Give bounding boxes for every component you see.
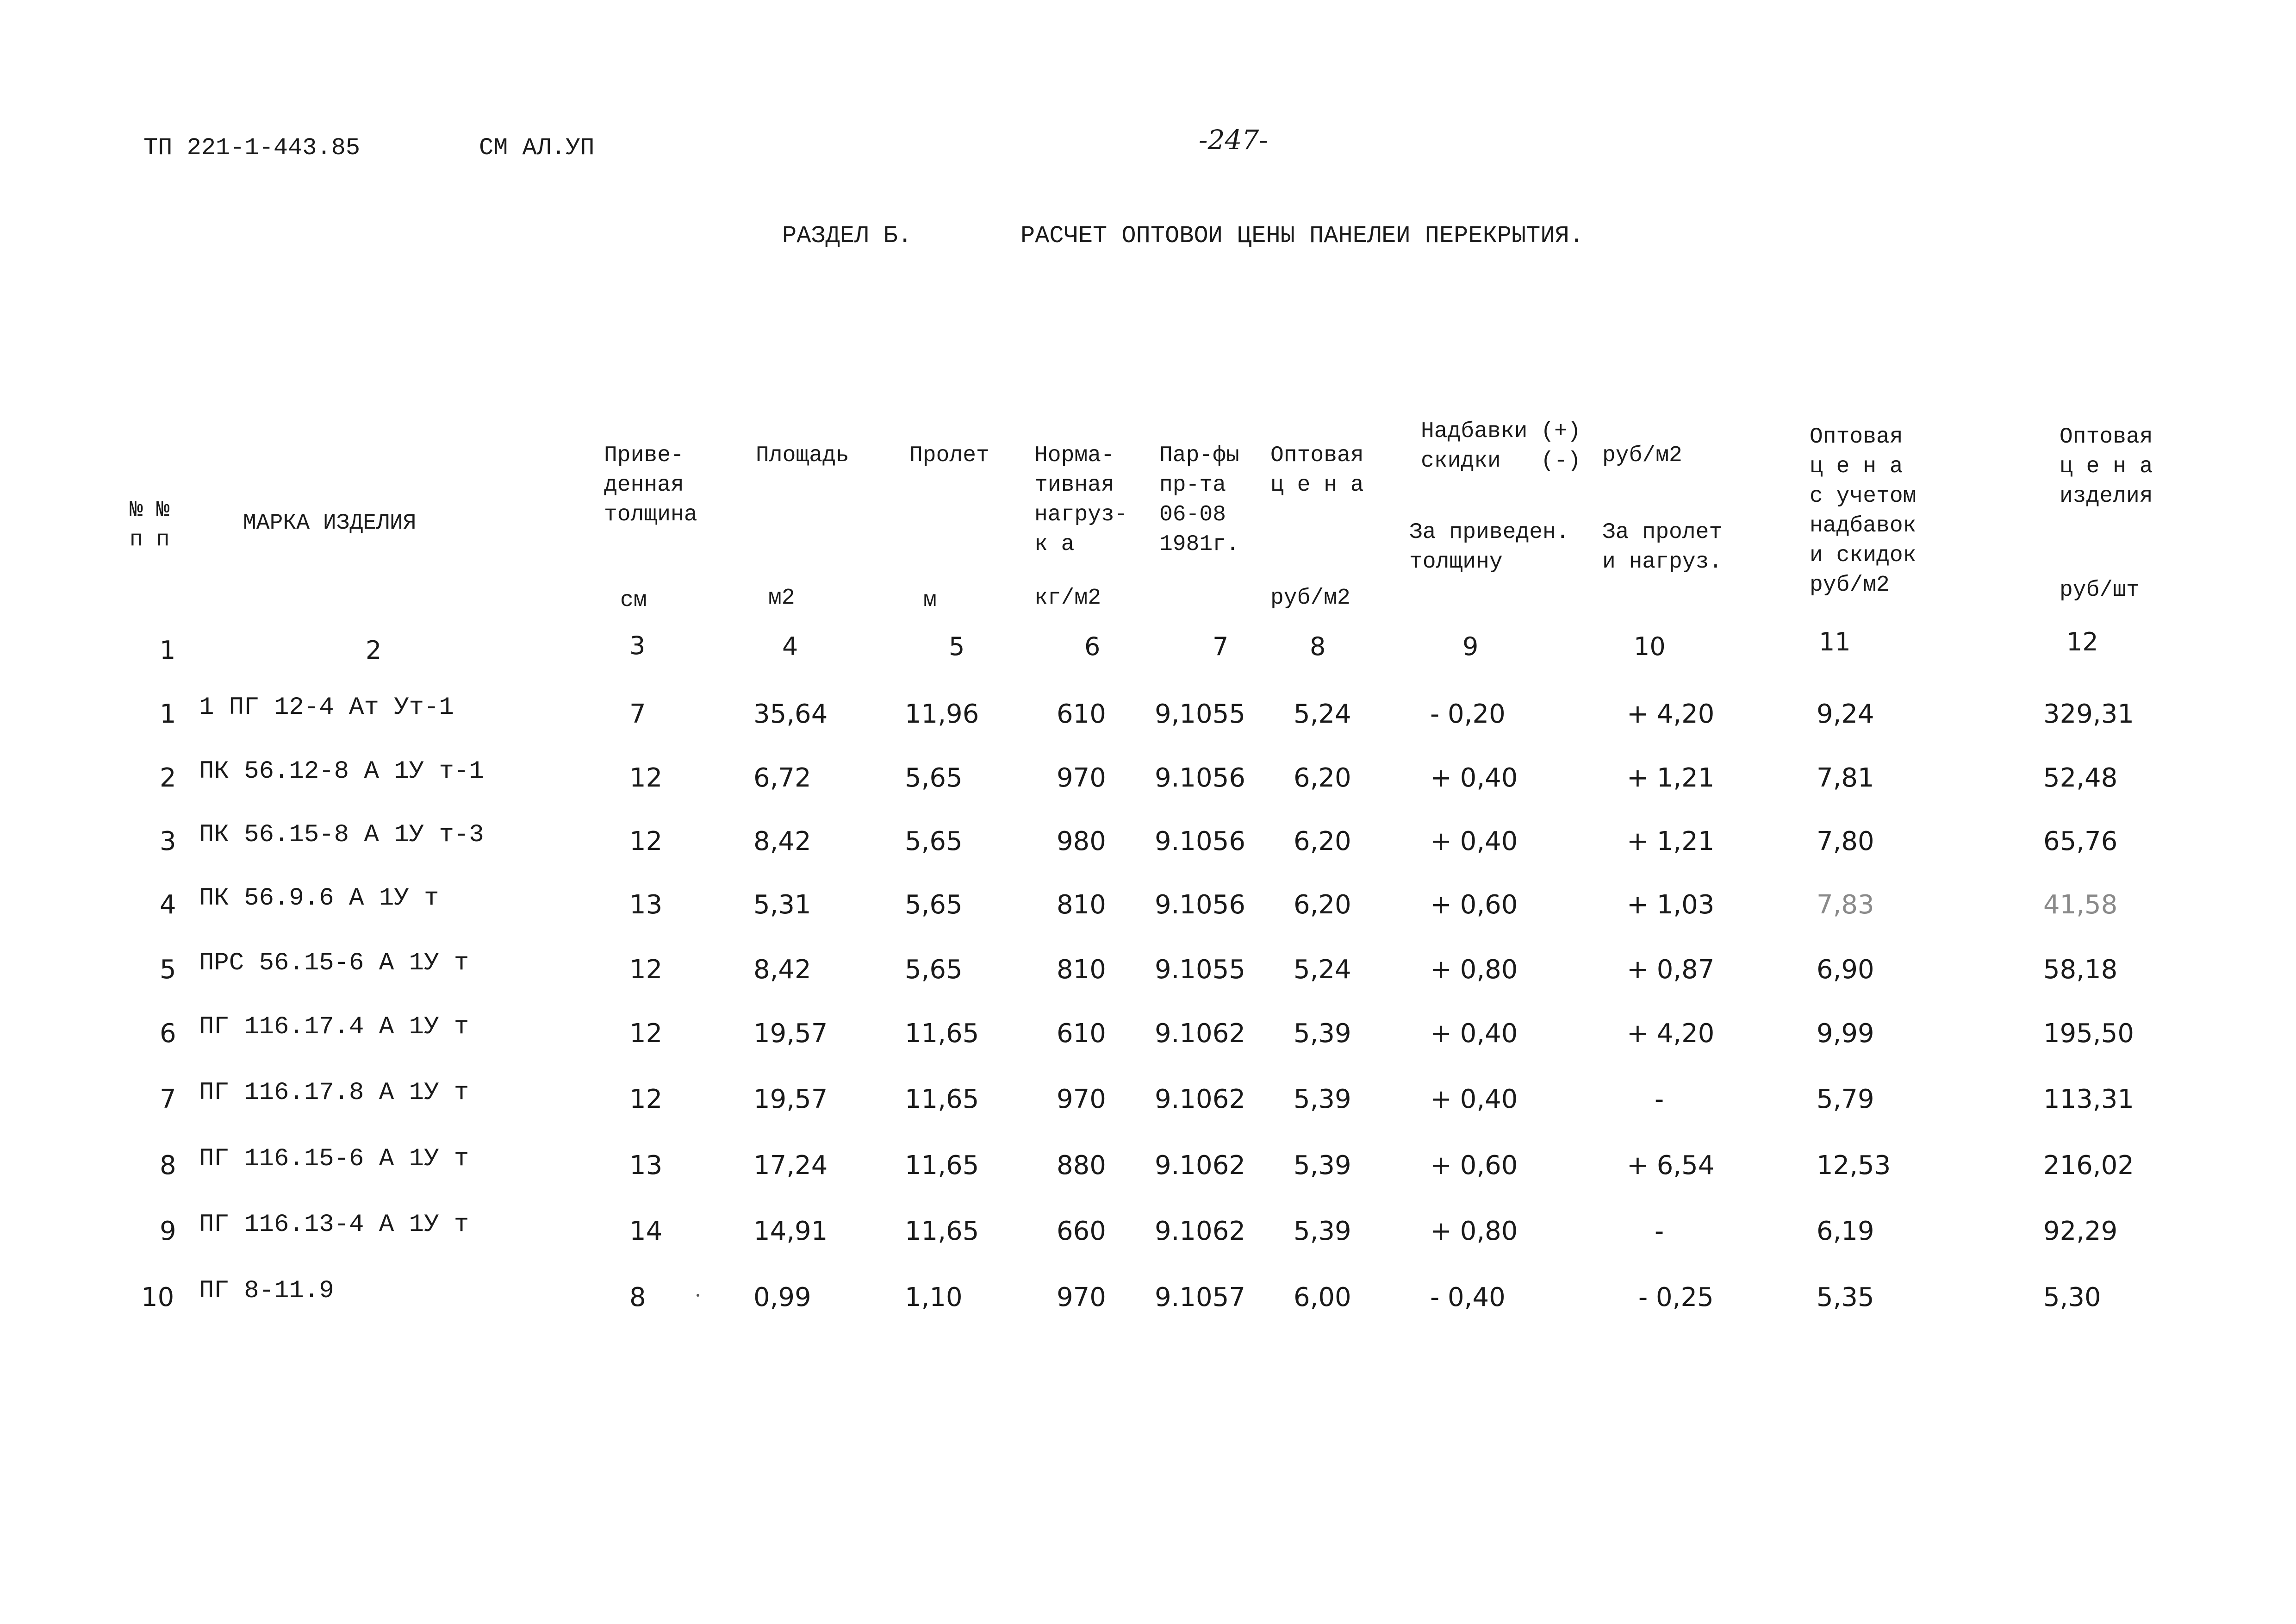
column-number: 3	[629, 631, 646, 660]
price-list-para-cell: 9.1062	[1155, 1150, 1245, 1181]
wholesale-price-cell: 5,24	[1294, 699, 1351, 729]
thickness-cell: 13	[629, 890, 663, 920]
load-cell: 880	[1057, 1150, 1106, 1181]
adjusted-price-cell: 12,53	[1817, 1150, 1891, 1181]
adjusted-price-cell: 5,79	[1817, 1084, 1874, 1114]
adjusted-price-cell: 5,35	[1817, 1282, 1874, 1312]
area-cell: 17,24	[753, 1150, 828, 1181]
wholesale-price-cell: 5,39	[1294, 1216, 1351, 1246]
thickness-cell: 12	[629, 1018, 663, 1049]
wholesale-price-cell: 5,24	[1294, 955, 1351, 985]
load-cell: 980	[1057, 826, 1106, 856]
row-number: 9	[160, 1216, 176, 1246]
row-number: 1	[160, 699, 176, 729]
area-cell: 8,42	[753, 826, 811, 856]
header-load: Норма- тивная нагруз- к а	[1034, 443, 1128, 557]
load-cell: 610	[1057, 699, 1106, 729]
adjusted-price-cell: 7,80	[1817, 826, 1874, 856]
load-cell: 810	[1057, 955, 1106, 985]
surcharge-thickness-cell: - 0,40	[1430, 1282, 1506, 1312]
product-mark: ПК 56.9.6 А 1У т	[199, 884, 439, 912]
document-code: ТП 221-1-443.85	[143, 134, 361, 162]
surcharge-span-load-cell: + 1,21	[1627, 826, 1715, 856]
column-number: 8	[1310, 632, 1326, 661]
header-product-price-unit: руб/шт	[2060, 578, 2140, 603]
adjusted-price-cell: 6,90	[1817, 955, 1874, 985]
surcharge-span-load-cell: + 1,21	[1627, 763, 1715, 793]
surcharge-thickness-cell: + 0,80	[1430, 955, 1518, 985]
surcharge-thickness-cell: + 0,40	[1430, 826, 1518, 856]
header-surcharges-group: Надбавки (+) скидки (-)	[1421, 419, 1581, 474]
span-cell: 11,96	[905, 699, 979, 729]
row-number: 6	[160, 1018, 176, 1049]
price-list-para-cell: 9.1056	[1155, 763, 1245, 793]
product-mark: ПГ 116.15-6 А 1У т	[199, 1145, 469, 1173]
price-list-para-cell: 9.1062	[1155, 1084, 1245, 1114]
column-number: 5	[949, 632, 965, 661]
surcharge-span-load-cell: -	[1655, 1216, 1664, 1246]
scan-speck	[697, 1294, 699, 1297]
row-number: 5	[160, 955, 176, 985]
surcharge-span-load-cell: -	[1655, 1084, 1664, 1114]
area-cell: 6,72	[753, 763, 811, 793]
album-code: СМ АЛ.УП	[479, 134, 595, 162]
header-surcharge-span-load: За пролет и нагруз.	[1602, 520, 1723, 575]
product-price-cell: 58,18	[2043, 955, 2118, 985]
load-cell: 970	[1057, 1282, 1106, 1312]
product-mark: ПК 56.12-8 А 1У т-1	[199, 757, 484, 786]
header-thickness-unit: см	[620, 588, 647, 613]
row-number: 10	[141, 1282, 174, 1312]
price-list-para-cell: 9.1057	[1155, 1282, 1245, 1312]
thickness-cell: 12	[629, 955, 663, 985]
product-price-cell: 92,29	[2043, 1216, 2118, 1246]
row-number: 3	[160, 826, 176, 856]
price-list-para-cell: 9.1062	[1155, 1216, 1245, 1246]
product-mark: ПГ 116.17.4 А 1У т	[199, 1013, 469, 1041]
product-mark: ПГ 116.13-4 А 1У т	[199, 1211, 469, 1239]
header-product-price: Оптовая ц е н а изделия	[2060, 425, 2153, 509]
thickness-cell: 8	[629, 1282, 646, 1312]
thickness-cell: 14	[629, 1216, 663, 1246]
header-load-unit: кг/м2	[1034, 586, 1101, 611]
load-cell: 610	[1057, 1018, 1106, 1049]
column-number: 9	[1462, 632, 1479, 661]
column-number: 2	[366, 636, 382, 665]
header-wholesale-price-unit: руб/м2	[1270, 586, 1350, 611]
column-number: 11	[1819, 627, 1851, 656]
product-price-cell: 216,02	[2043, 1150, 2134, 1181]
row-number: 7	[160, 1084, 176, 1114]
wholesale-price-cell: 5,39	[1294, 1018, 1351, 1049]
product-mark: ПРС 56.15-6 А 1У т	[199, 949, 469, 977]
section-title: РАСЧЕТ ОПТОВОИ ЦЕНЫ ПАНЕЛЕИ ПЕРЕКРЫТИЯ.	[1020, 222, 1584, 250]
price-list-para-cell: 9.1056	[1155, 890, 1245, 920]
header-thickness: Приве- денная толщина	[604, 443, 697, 527]
load-cell: 660	[1057, 1216, 1106, 1246]
row-number: 8	[160, 1150, 176, 1181]
span-cell: 5,65	[905, 890, 963, 920]
adjusted-price-cell: 7,83	[1817, 890, 1874, 920]
span-cell: 5,65	[905, 763, 963, 793]
column-number: 4	[782, 632, 798, 661]
surcharge-span-load-cell: + 4,20	[1627, 1018, 1715, 1049]
product-price-cell: 195,50	[2043, 1018, 2134, 1049]
product-price-cell: 329,31	[2043, 699, 2134, 729]
column-number: 12	[2066, 627, 2098, 656]
column-number: 7	[1213, 632, 1229, 661]
wholesale-price-cell: 6,20	[1294, 890, 1351, 920]
thickness-cell: 12	[629, 763, 663, 793]
surcharge-thickness-cell: + 0,40	[1430, 1018, 1518, 1049]
area-cell: 0,99	[753, 1282, 811, 1312]
span-cell: 1,10	[905, 1282, 963, 1312]
column-number: 1	[160, 636, 176, 665]
product-mark: ПГ 116.17.8 А 1У т	[199, 1079, 469, 1107]
area-cell: 8,42	[753, 955, 811, 985]
surcharge-thickness-cell: - 0,20	[1430, 699, 1506, 729]
page-number: -247-	[1199, 124, 1268, 156]
product-mark: 1 ПГ 12-4 Ат Ут-1	[199, 693, 454, 722]
header-area-unit: м2	[768, 586, 795, 611]
adjusted-price-cell: 7,81	[1817, 763, 1874, 793]
surcharge-span-load-cell: + 6,54	[1627, 1150, 1715, 1181]
row-number: 2	[160, 763, 176, 793]
header-product-mark: МАРКА ИЗДЕЛИЯ	[243, 511, 417, 536]
load-cell: 970	[1057, 1084, 1106, 1114]
wholesale-price-cell: 5,39	[1294, 1084, 1351, 1114]
column-number: 6	[1084, 632, 1101, 661]
header-row-number: № № п п	[130, 498, 170, 552]
header-surcharge-thickness: За приведен. толщину	[1409, 520, 1569, 575]
price-list-para-cell: 9.1055	[1155, 955, 1245, 985]
column-number: 10	[1634, 632, 1666, 661]
header-surcharges-unit: руб/м2	[1602, 443, 1682, 468]
product-price-cell: 65,76	[2043, 826, 2118, 856]
header-price-with-surcharges: Оптовая ц е н а с учетом надбавок и скидок руб/м2	[1810, 425, 1916, 598]
product-price-cell: 113,31	[2043, 1084, 2134, 1114]
price-list-para-cell: 9.1062	[1155, 1018, 1245, 1049]
surcharge-thickness-cell: + 0,60	[1430, 890, 1518, 920]
area-cell: 35,64	[753, 699, 828, 729]
price-list-para-cell: 9,1055	[1155, 699, 1245, 729]
header-span: Пролет	[909, 443, 989, 468]
wholesale-price-cell: 5,39	[1294, 1150, 1351, 1181]
area-cell: 5,31	[753, 890, 811, 920]
section-label: РАЗДЕЛ Б.	[782, 222, 912, 250]
adjusted-price-cell: 9,24	[1817, 699, 1874, 729]
wholesale-price-cell: 6,00	[1294, 1282, 1351, 1312]
span-cell: 11,65	[905, 1150, 979, 1181]
surcharge-thickness-cell: + 0,40	[1430, 763, 1518, 793]
product-price-cell: 41,58	[2043, 890, 2118, 920]
thickness-cell: 12	[629, 1084, 663, 1114]
adjusted-price-cell: 6,19	[1817, 1216, 1874, 1246]
price-list-para-cell: 9.1056	[1155, 826, 1245, 856]
surcharge-span-load-cell: - 0,25	[1638, 1282, 1714, 1312]
surcharge-span-load-cell: + 0,87	[1627, 955, 1715, 985]
span-cell: 11,65	[905, 1216, 979, 1246]
load-cell: 810	[1057, 890, 1106, 920]
wholesale-price-cell: 6,20	[1294, 763, 1351, 793]
surcharge-thickness-cell: + 0,40	[1430, 1084, 1518, 1114]
header-wholesale-price: Оптовая ц е н а	[1270, 443, 1364, 498]
header-area: Площадь	[756, 443, 849, 468]
row-number: 4	[160, 890, 176, 920]
span-cell: 11,65	[905, 1084, 979, 1114]
load-cell: 970	[1057, 763, 1106, 793]
product-price-cell: 5,30	[2043, 1282, 2101, 1312]
thickness-cell: 7	[629, 699, 646, 729]
span-cell: 5,65	[905, 826, 963, 856]
area-cell: 14,91	[753, 1216, 828, 1246]
area-cell: 19,57	[753, 1084, 828, 1114]
surcharge-thickness-cell: + 0,60	[1430, 1150, 1518, 1181]
area-cell: 19,57	[753, 1018, 828, 1049]
adjusted-price-cell: 9,99	[1817, 1018, 1874, 1049]
span-cell: 5,65	[905, 955, 963, 985]
wholesale-price-cell: 6,20	[1294, 826, 1351, 856]
product-mark: ПГ 8-11.9	[199, 1277, 334, 1305]
surcharge-thickness-cell: + 0,80	[1430, 1216, 1518, 1246]
surcharge-span-load-cell: + 4,20	[1627, 699, 1715, 729]
header-price-list-para: Пар-фы пр-та 06-08 1981г.	[1159, 443, 1239, 557]
surcharge-span-load-cell: + 1,03	[1627, 890, 1715, 920]
span-cell: 11,65	[905, 1018, 979, 1049]
thickness-cell: 13	[629, 1150, 663, 1181]
product-price-cell: 52,48	[2043, 763, 2118, 793]
thickness-cell: 12	[629, 826, 663, 856]
header-span-unit: м	[923, 588, 937, 613]
product-mark: ПК 56.15-8 А 1У т-3	[199, 821, 484, 849]
